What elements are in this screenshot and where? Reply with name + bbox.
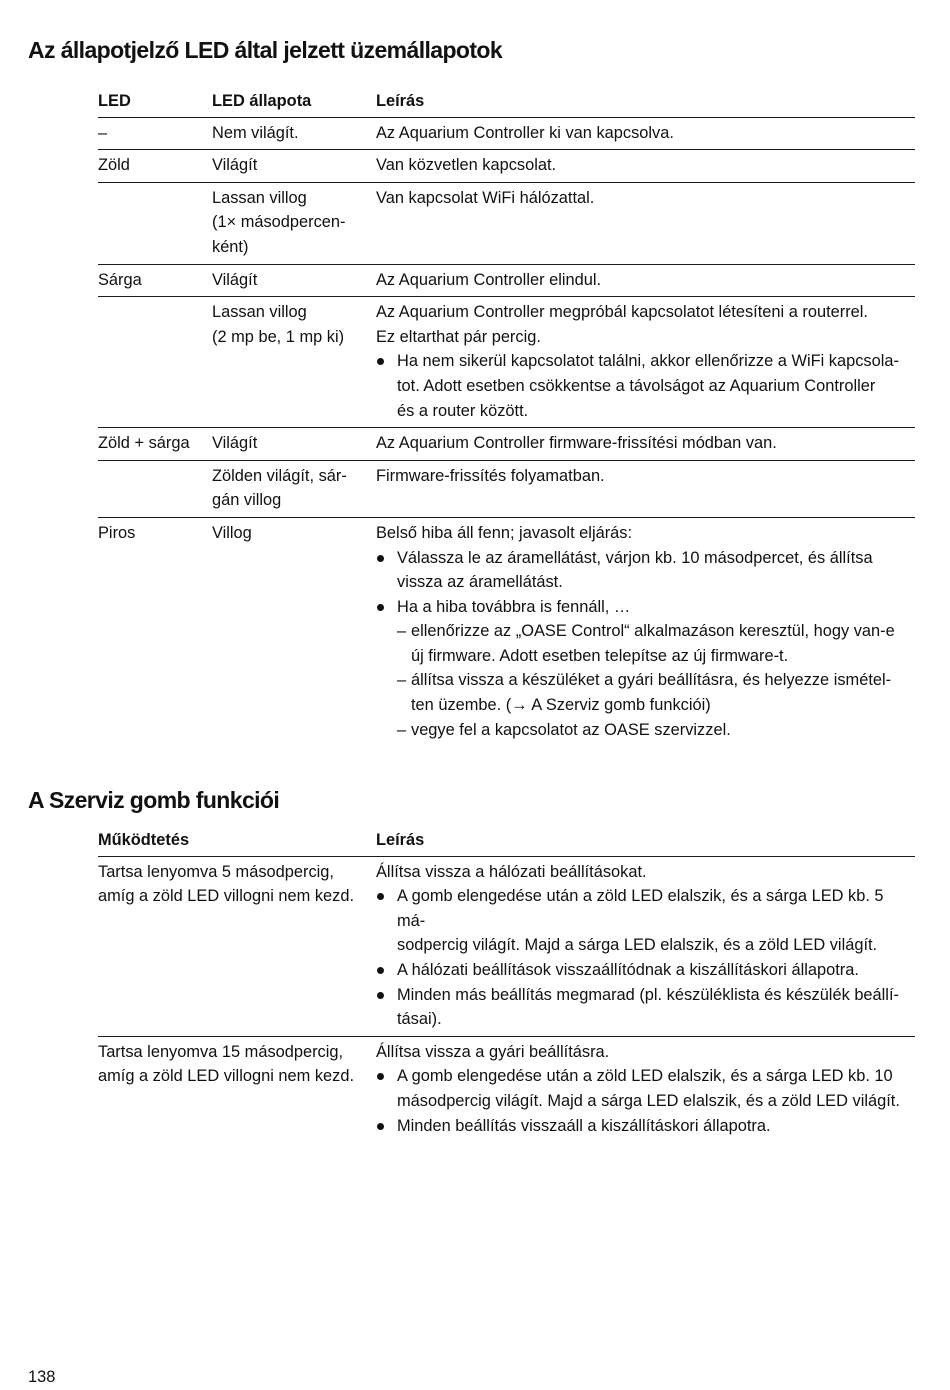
led-state-cell <box>212 186 376 260</box>
dash-continuation: ten üzembe. (→ A Szerviz gomb funkciói) <box>411 696 711 715</box>
led-color-cell: Zöld + sárga <box>98 434 190 453</box>
led-color-cell <box>98 186 212 260</box>
led-state-line: gán villog <box>212 491 282 510</box>
page-number: 138 <box>28 1368 56 1386</box>
operation-line: Tartsa lenyomva 5 másodpercig, <box>98 862 334 881</box>
operation-line: amíg a zöld LED villogni nem kezd. <box>98 887 354 906</box>
led-state-cell <box>212 121 376 146</box>
description-cell <box>376 153 915 178</box>
table-header <box>98 89 915 118</box>
led-state-line: Zölden világít, sár- <box>212 466 347 485</box>
description-cell <box>376 521 915 742</box>
description-cell <box>376 1040 915 1138</box>
table-row <box>98 461 915 518</box>
led-color-cell <box>98 464 212 513</box>
table-row <box>98 297 915 428</box>
bullet-continuation: tásai). <box>397 1010 442 1029</box>
header-description: Leírás <box>376 92 425 110</box>
led-state-line: Világít <box>212 156 258 175</box>
desc-text: Belső hiba áll fenn; javasolt eljárás: <box>376 523 633 542</box>
led-state-line: Lassan villog <box>212 188 307 207</box>
led-state-cell <box>212 153 376 178</box>
description-cell <box>376 860 915 1032</box>
desc-text: Állítsa vissza a hálózati beállításokat. <box>376 862 647 881</box>
led-state-line: Nem világít. <box>212 123 299 142</box>
bullet-continuation: sodpercig világít. Majd a sárga LED elalszik, és a zöld LED világít. <box>397 936 878 955</box>
led-state-cell <box>212 300 376 423</box>
operation-line: amíg a zöld LED villogni nem kezd. <box>98 1067 354 1086</box>
header-description: Leírás <box>376 831 425 849</box>
bullet-continuation: másodpercig világít. Majd a sárga LED elalszik, és a zöld LED világít. <box>397 1091 900 1110</box>
desc-text: Ez eltarthat pár percig. <box>376 327 541 346</box>
section-title-service-button: A Szerviz gomb funkciói <box>28 787 280 813</box>
desc-text: Firmware-frissítés folyamatban. <box>376 466 605 485</box>
desc-text: Az Aquarium Controller ki van kapcsolva. <box>376 123 674 142</box>
table-row <box>98 118 915 151</box>
dash-continuation: új firmware. Adott esetben telepítse az új firmware-t. <box>411 646 789 665</box>
description-cell <box>376 464 915 513</box>
bullet-continuation: vissza az áramellátást. <box>397 573 563 592</box>
led-state-cell <box>212 464 376 513</box>
dash-item: – ellenőrizze az „OASE Control“ alkalmazáson keresztül, hogy van-e <box>376 619 915 644</box>
table-row <box>98 265 915 298</box>
bullet-item: Minden beállítás visszaáll a kiszállításkori állapotra. <box>376 1114 915 1139</box>
bullet-continuation: és a router között. <box>397 401 529 420</box>
section-title-led-states: Az állapotjelző LED által jelzett üzemállapotok <box>28 37 503 63</box>
operation-line: Tartsa lenyomva 15 másodpercig, <box>98 1042 344 1061</box>
led-state-line: ként) <box>212 237 249 256</box>
desc-text: Az Aquarium Controller megpróbál kapcsolatot létesíteni a routerrel. <box>376 303 868 322</box>
desc-text: Állítsa vissza a gyári beállításra. <box>376 1042 610 1061</box>
table-row <box>98 857 915 1037</box>
led-color-cell: Sárga <box>98 270 142 289</box>
table-row <box>98 1037 915 1142</box>
led-color-cell: – <box>98 123 108 142</box>
operation-cell <box>98 1040 376 1138</box>
bullet-item: A gomb elengedése után a zöld LED elalszik, és a sárga LED kb. 5 má- <box>376 884 915 933</box>
led-state-line: Lassan villog <box>212 303 307 322</box>
led-color-cell: Piros <box>98 523 136 542</box>
operation-cell <box>98 860 376 1032</box>
table-row <box>98 428 915 461</box>
service-button-table <box>98 828 915 1142</box>
table-row <box>98 183 915 265</box>
led-state-cell <box>212 268 376 293</box>
description-cell <box>376 431 915 456</box>
dash-item: – állítsa vissza a készüléket a gyári beállításra, és helyezze ismétel- <box>376 668 915 693</box>
bullet-item: Ha a hiba továbbra is fennáll, … <box>376 595 915 620</box>
header-led-state: LED állapota <box>212 92 312 110</box>
bullet-item: A gomb elengedése után a zöld LED elalszik, és a sárga LED kb. 10 <box>376 1064 915 1089</box>
bullet-item: Ha nem sikerül kapcsolatot találni, akkor ellenőrizze a WiFi kapcsola- <box>376 349 915 374</box>
led-state-line: (2 mp be, 1 mp ki) <box>212 327 345 346</box>
bullet-item: Válassza le az áramellátást, várjon kb. 10 másodpercet, és állítsa <box>376 546 915 571</box>
led-state-line: (1× másodpercen- <box>212 213 346 232</box>
led-color-cell: Zöld <box>98 156 130 175</box>
bullet-item: Minden más beállítás megmarad (pl. készüléklista és készülék beállí- <box>376 983 915 1008</box>
led-state-cell <box>212 521 376 742</box>
led-color-cell <box>98 300 212 423</box>
desc-text: Az Aquarium Controller firmware-frissítési módban van. <box>376 434 777 453</box>
header-led: LED <box>98 92 131 110</box>
table-row <box>98 518 915 746</box>
led-state-line: Világít <box>212 270 258 289</box>
bullet-continuation: tot. Adott esetben csökkentse a távolságot az Aquarium Controller <box>397 376 876 395</box>
table-row <box>98 150 915 183</box>
header-operation: Működtetés <box>98 831 190 849</box>
description-cell <box>376 268 915 293</box>
dash-item: – vegye fel a kapcsolatot az OASE szervizzel. <box>376 718 915 743</box>
description-cell <box>376 121 915 146</box>
bullet-item: A hálózati beállítások visszaállítódnak a kiszállításkori állapotra. <box>376 958 915 983</box>
led-state-line: Világít <box>212 434 258 453</box>
led-state-cell <box>212 431 376 456</box>
desc-text: Van közvetlen kapcsolat. <box>376 156 557 175</box>
desc-text: Az Aquarium Controller elindul. <box>376 270 602 289</box>
description-cell <box>376 300 915 423</box>
description-cell <box>376 186 915 260</box>
desc-text: Van kapcsolat WiFi hálózattal. <box>376 188 595 207</box>
table-header <box>98 828 915 857</box>
led-state-line: Villog <box>212 523 252 542</box>
led-states-table <box>98 89 915 746</box>
